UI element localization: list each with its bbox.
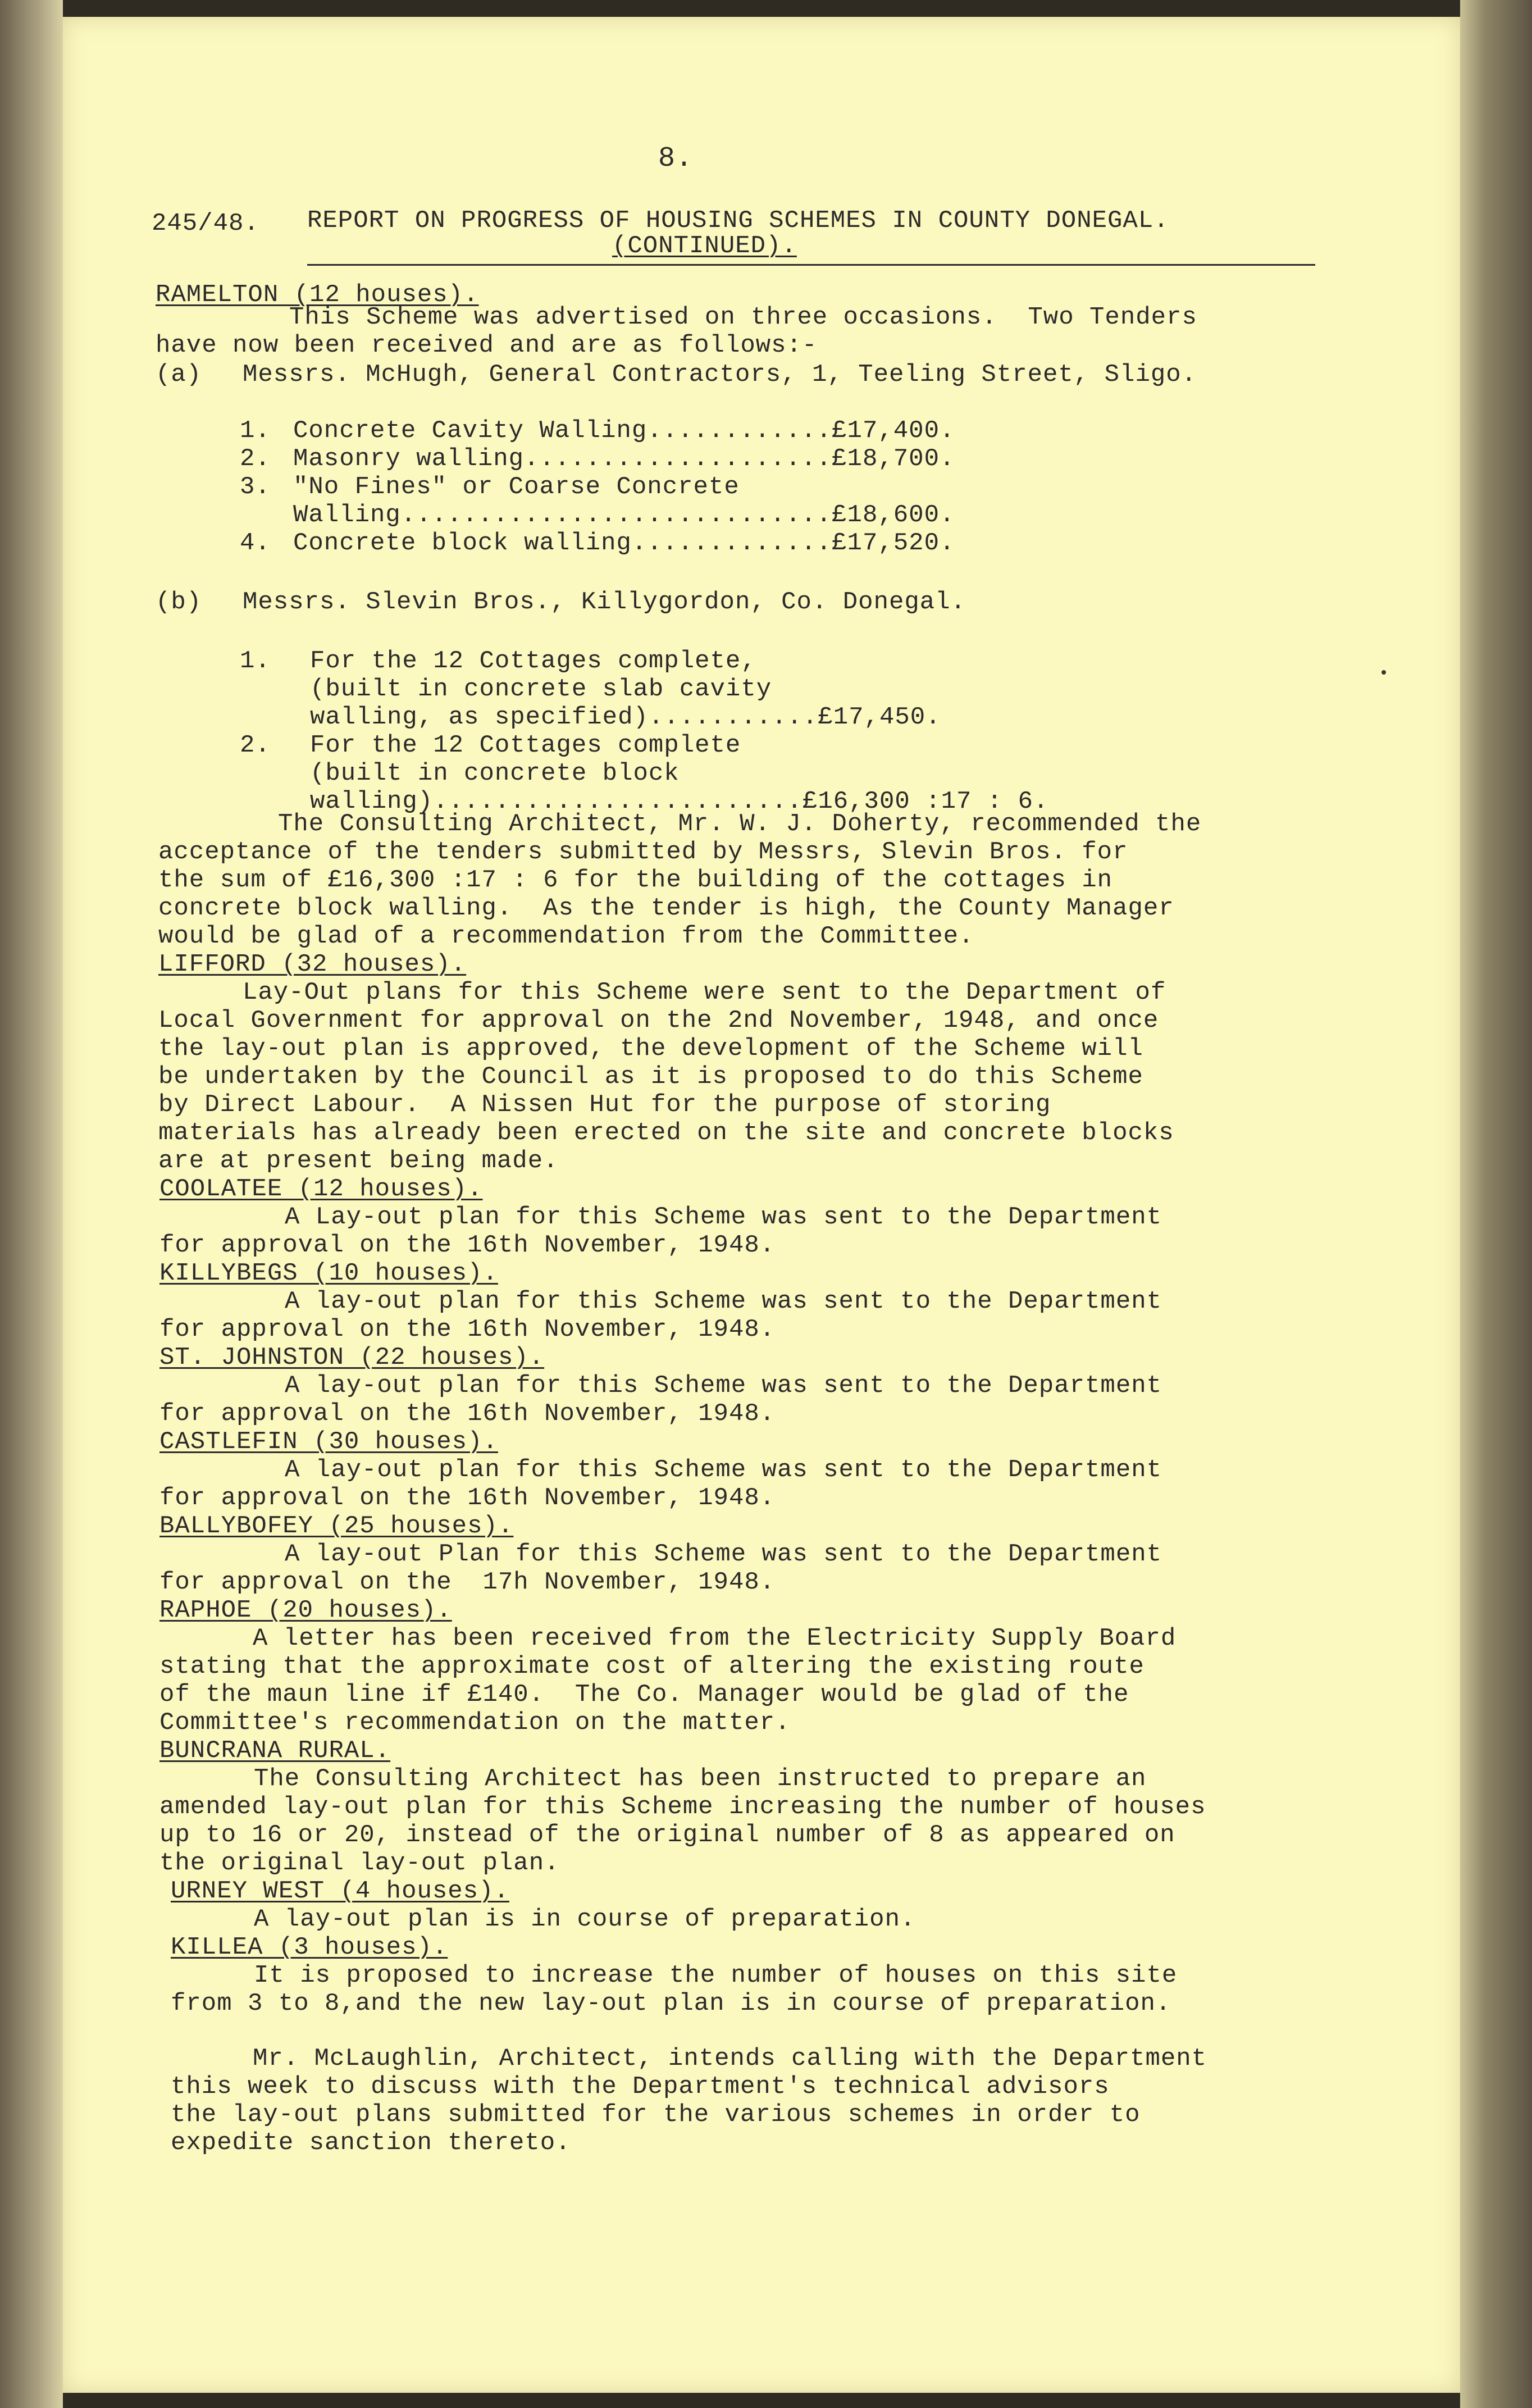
buncrana-line: up to 16 or 20, instead of the original number of 8 as appeared on bbox=[159, 1821, 1175, 1849]
tender-a-item: Walling............................£18,600. bbox=[293, 501, 955, 529]
heading-coolatee: COOLATEE (12 houses). bbox=[159, 1175, 483, 1203]
tender-a-item: "No Fines" or Coarse Concrete bbox=[293, 473, 740, 501]
ballybofey-line: for approval on the 17h November, 1948. bbox=[159, 1568, 776, 1596]
tender-a-item: Masonry walling....................£18,700. bbox=[293, 445, 955, 473]
buncrana-line: The Consulting Architect has been instructed to prepare an bbox=[254, 1765, 1147, 1793]
tender-b-item: For the 12 Cottages complete bbox=[310, 731, 741, 759]
ramelton-para-line: would be glad of a recommendation from the Committee. bbox=[158, 922, 974, 950]
tender-a-item-num: 1. bbox=[240, 417, 271, 445]
lifford-line: Local Government for approval on the 2nd November, 1948, and once bbox=[158, 1007, 1159, 1035]
tender-b-firm: Messrs. Slevin Bros., Killygordon, Co. Donegal. bbox=[243, 588, 966, 616]
tender-b-label: (b) bbox=[156, 588, 202, 616]
raphoe-line: stating that the approximate cost of altering the existing route bbox=[159, 1653, 1145, 1681]
tender-a-item: Concrete block walling.............£17,520. bbox=[293, 529, 955, 557]
st-johnston-line: A lay-out plan for this Scheme was sent to the Department bbox=[285, 1372, 1162, 1400]
tender-a-item-num: 2. bbox=[240, 445, 271, 473]
heading-castlefin: CASTLEFIN (30 houses). bbox=[159, 1428, 498, 1456]
heading-ramelton: RAMELTON (12 houses). bbox=[156, 281, 479, 309]
ramelton-para-line: The Consulting Architect, Mr. W. J. Doherty, recommended the bbox=[278, 810, 1202, 838]
tender-a-label: (a) bbox=[156, 361, 202, 389]
heading-killea: KILLEA (3 houses). bbox=[171, 1933, 448, 1961]
closing-line: expedite sanction thereto. bbox=[171, 2129, 571, 2157]
buncrana-line: the original lay-out plan. bbox=[159, 1849, 560, 1877]
castlefin-line: for approval on the 16th November, 1948. bbox=[159, 1484, 776, 1512]
closing-line: the lay-out plans submitted for the various schemes in order to bbox=[171, 2101, 1141, 2129]
ramelton-para-line: concrete block walling. As the tender is high, the County Manager bbox=[158, 894, 1174, 922]
ramelton-para-line: acceptance of the tenders submitted by Messrs, Slevin Bros. for bbox=[158, 838, 1128, 866]
lifford-line: are at present being made. bbox=[158, 1147, 559, 1175]
heading-st-johnston: ST. JOHNSTON (22 houses). bbox=[159, 1344, 545, 1372]
urney-west-line: A lay-out plan is in course of preparation. bbox=[254, 1905, 916, 1933]
tender-b-item: (built in concrete slab cavity bbox=[310, 675, 772, 703]
coolatee-line: for approval on the 16th November, 1948. bbox=[159, 1231, 776, 1259]
tender-b-item: walling, as specified)...........£17,450. bbox=[310, 703, 941, 731]
ramelton-para-line: the sum of £16,300 :17 : 6 for the building of the cottages in bbox=[158, 866, 1113, 894]
paper-speck bbox=[1381, 670, 1386, 675]
lifford-line: Lay-Out plans for this Scheme were sent to the Department of bbox=[243, 978, 1166, 1007]
title-underline bbox=[307, 264, 1315, 266]
buncrana-line: amended lay-out plan for this Scheme increasing the number of houses bbox=[159, 1793, 1206, 1821]
heading-ballybofey: BALLYBOFEY (25 houses). bbox=[159, 1512, 514, 1540]
lifford-line: be undertaken by the Council as it is proposed to do this Scheme bbox=[158, 1063, 1143, 1091]
killybegs-line: for approval on the 16th November, 1948. bbox=[159, 1315, 776, 1344]
tender-a-item-num: 4. bbox=[240, 529, 271, 557]
raphoe-line: Committee's recommendation on the matter. bbox=[159, 1709, 791, 1737]
tender-a-item-num: 3. bbox=[240, 473, 271, 501]
st-johnston-line: for approval on the 16th November, 1948. bbox=[159, 1400, 776, 1428]
tender-b-item: For the 12 Cottages complete, bbox=[310, 647, 756, 675]
castlefin-line: A lay-out plan for this Scheme was sent to the Department bbox=[285, 1456, 1162, 1484]
closing-line: Mr. McLaughlin, Architect, intends calling with the Department bbox=[253, 2045, 1207, 2073]
killybegs-line: A lay-out plan for this Scheme was sent to the Department bbox=[285, 1287, 1162, 1315]
lifford-line: the lay-out plan is approved, the development of the Scheme will bbox=[158, 1035, 1143, 1063]
report-title: REPORT ON PROGRESS OF HOUSING SCHEMES IN COUNTY DONEGAL. bbox=[307, 207, 1169, 235]
heading-buncrana-rural: BUNCRANA RURAL. bbox=[159, 1737, 391, 1765]
tender-a-firm: Messrs. McHugh, General Contractors, 1, Teeling Street, Sligo. bbox=[243, 361, 1197, 389]
coolatee-line: A Lay-out plan for this Scheme was sent to the Department bbox=[285, 1203, 1162, 1231]
tender-b-item-num: 2. bbox=[240, 731, 271, 759]
killea-line: It is proposed to increase the number of houses on this site bbox=[254, 1961, 1178, 1990]
book-binding-edge bbox=[0, 0, 63, 2408]
ramelton-intro-2: have now been received and are as follows:- bbox=[156, 331, 818, 359]
lifford-line: materials has already been erected on the site and concrete blocks bbox=[158, 1119, 1174, 1147]
heading-raphoe: RAPHOE (20 houses). bbox=[159, 1596, 452, 1624]
killea-line: from 3 to 8,and the new lay-out plan is in course of preparation. bbox=[171, 1990, 1171, 2018]
document-page bbox=[63, 17, 1460, 2393]
heading-lifford: LIFFORD (32 houses). bbox=[158, 950, 467, 978]
ramelton-intro-1: This Scheme was advertised on three occasions. Two Tenders bbox=[289, 303, 1197, 331]
heading-urney-west: URNEY WEST (4 houses). bbox=[171, 1877, 509, 1905]
lifford-line: by Direct Labour. A Nissen Hut for the purpose of storing bbox=[158, 1091, 1051, 1119]
raphoe-line: A letter has been received from the Electricity Supply Board bbox=[253, 1624, 1177, 1653]
ballybofey-line: A lay-out Plan for this Scheme was sent to the Department bbox=[285, 1540, 1162, 1568]
tender-b-item: (built in concrete block bbox=[310, 759, 680, 788]
page-number: 8. bbox=[658, 143, 694, 175]
tender-b-item: walling)........................£16,300 :17 : 6. bbox=[310, 788, 1049, 816]
page-stack-edge bbox=[1460, 0, 1532, 2408]
closing-line: this week to discuss with the Department's technical advisors bbox=[171, 2073, 1110, 2101]
report-reference: 245/48. bbox=[152, 210, 259, 238]
tender-a-item: Concrete Cavity Walling............£17,400. bbox=[293, 417, 955, 445]
heading-killybegs: KILLYBEGS (10 houses). bbox=[159, 1259, 498, 1287]
report-continued: (CONTINUED). bbox=[612, 232, 797, 260]
raphoe-line: of the maun line if £140. The Co. Manager would be glad of the bbox=[159, 1681, 1129, 1709]
tender-b-item-num: 1. bbox=[240, 647, 271, 675]
